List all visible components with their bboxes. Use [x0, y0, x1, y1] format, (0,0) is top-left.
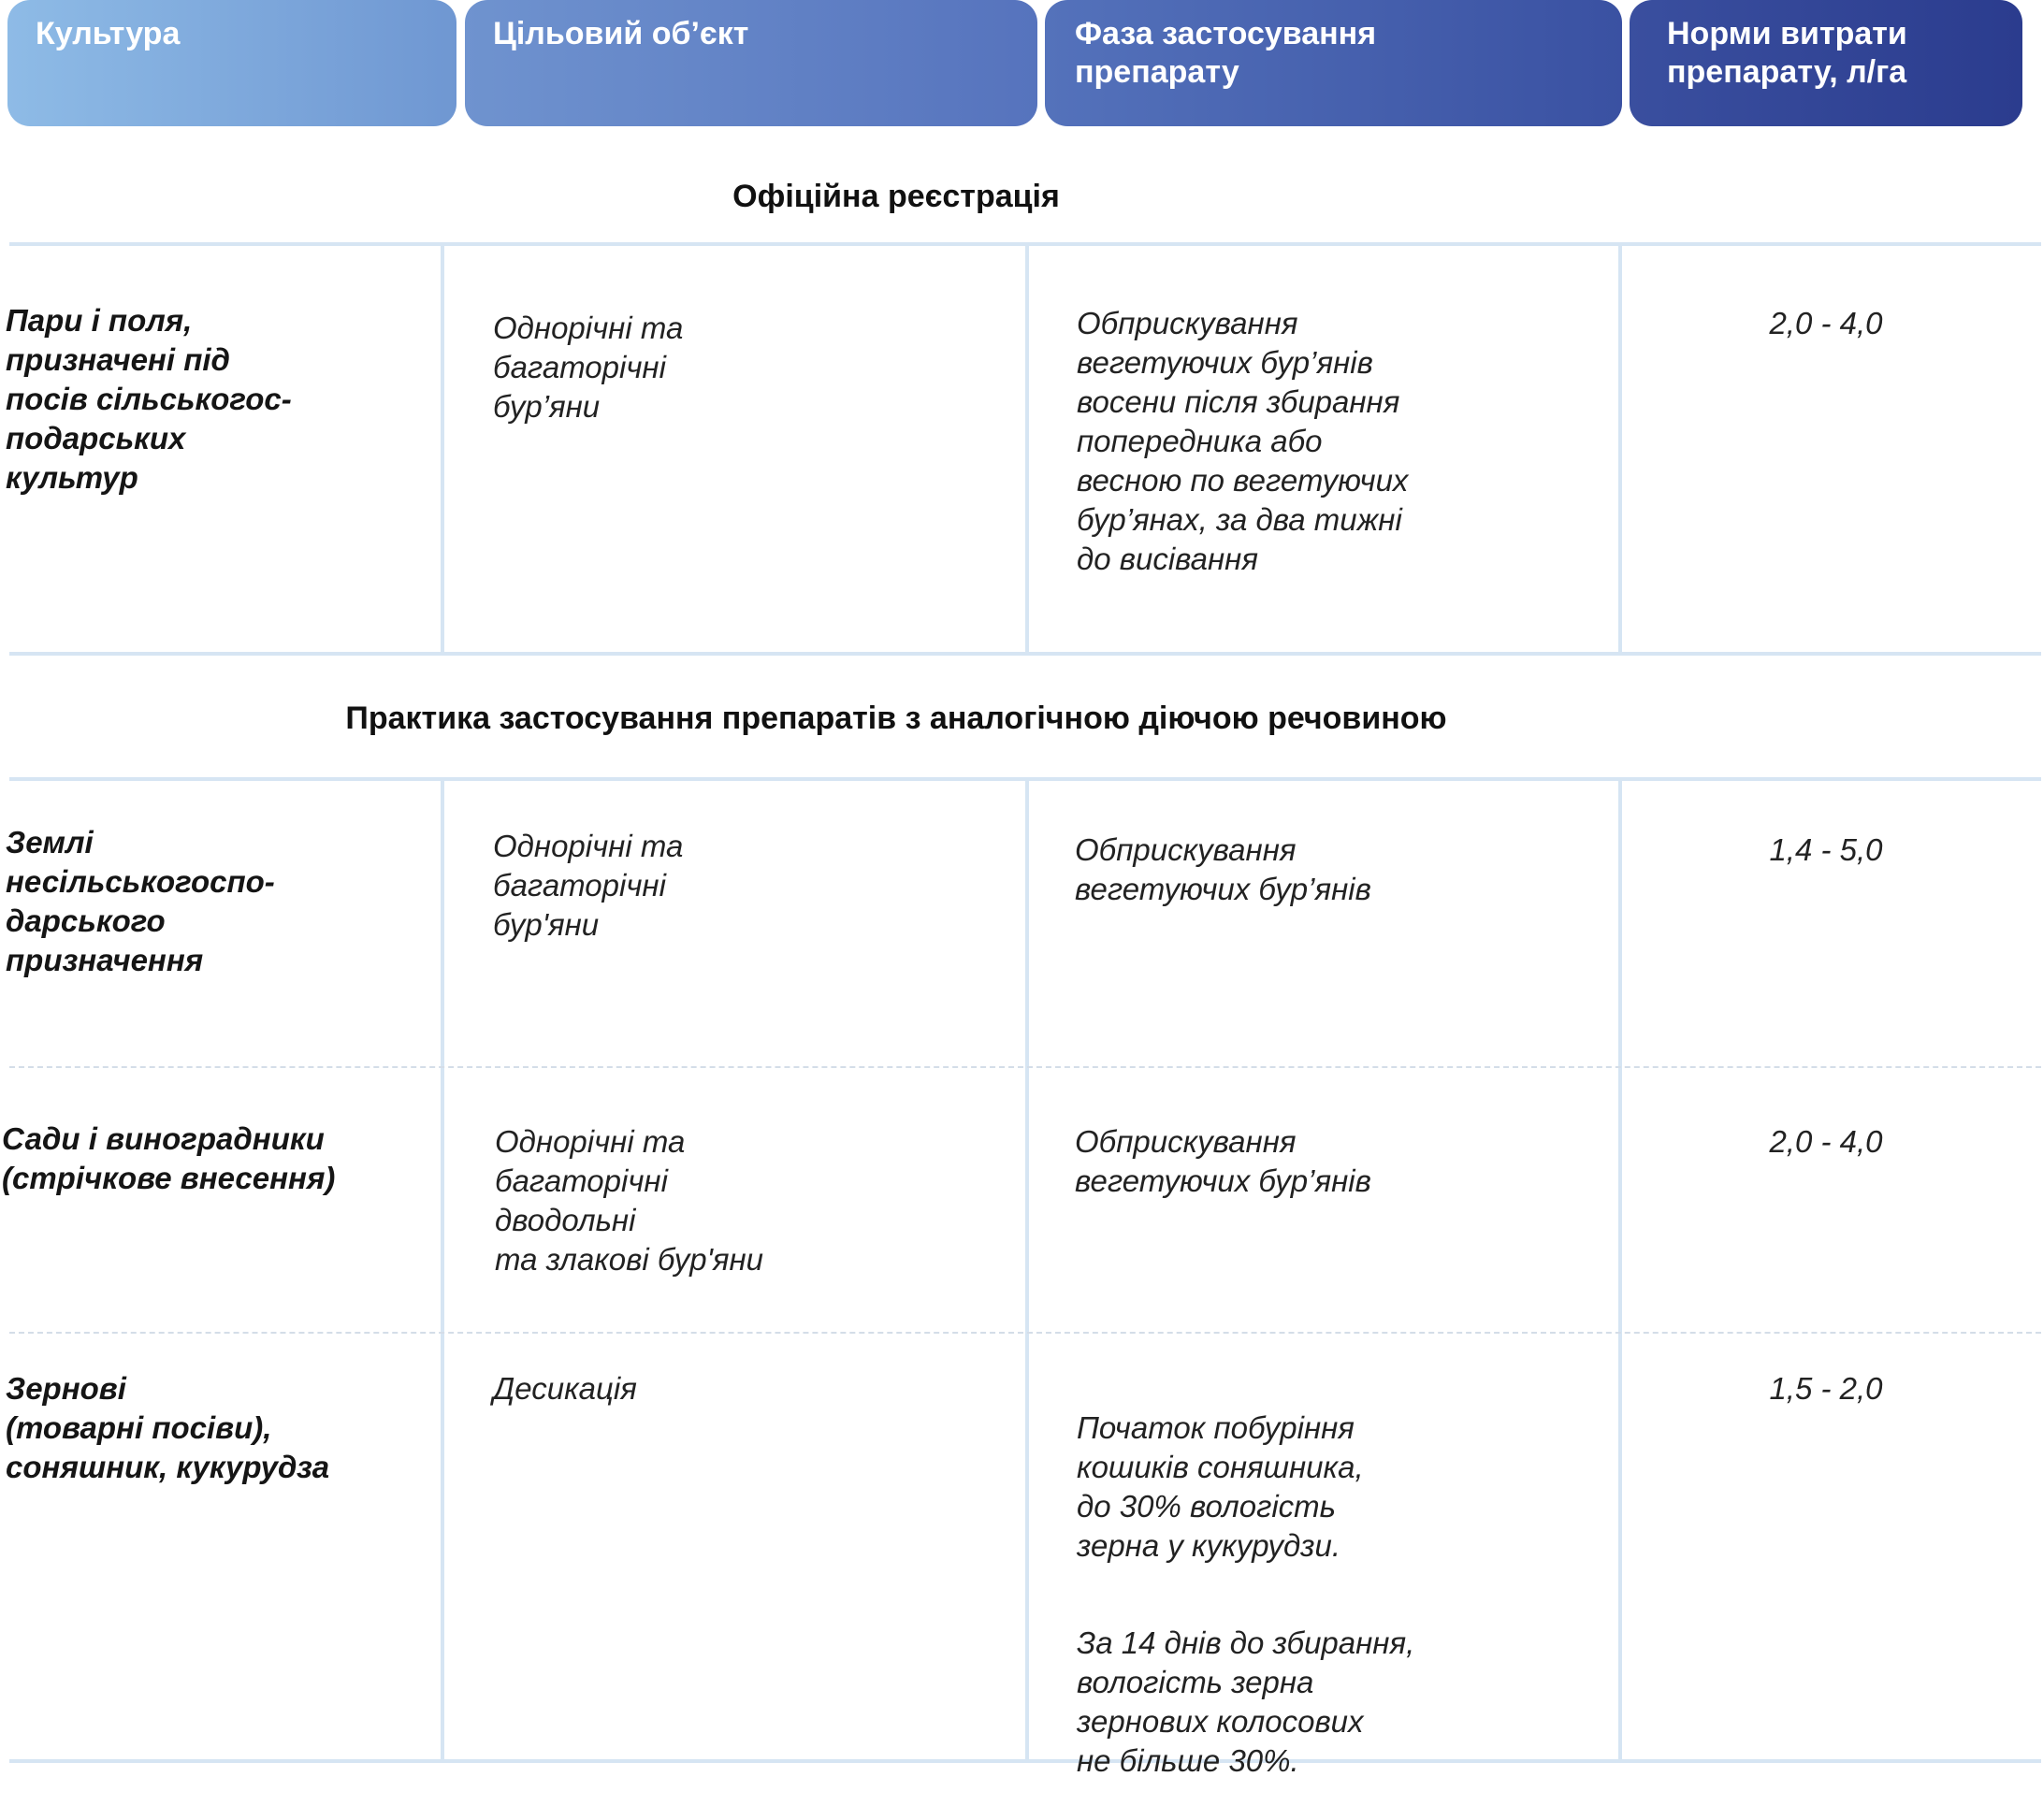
- row-rate: 1,4 - 5,0: [1769, 832, 1883, 867]
- row-target: Однорічні та багаторічні дводольні та злакові бур'яни: [495, 1124, 764, 1277]
- row-phase: Обприскування вегетуючих бур’янів восени після збирання попередника або весною по вегетуючих бур’янах, за два тижні до висівання: [1077, 306, 1409, 576]
- column-divider: [1025, 246, 1029, 654]
- header-target-label: Цільовий об’єкт: [493, 16, 749, 51]
- divider: [9, 1759, 2041, 1763]
- row-divider: [9, 1332, 2041, 1334]
- row-phase: Початок побуріння кошиків соняшника, до 30% вологість зерна у кукурудзи.: [1077, 1410, 1364, 1563]
- row-target: Однорічні та багаторічні бур’яни: [493, 311, 684, 424]
- divider: [9, 652, 2041, 656]
- row-divider: [9, 1066, 2041, 1068]
- row-rate: 1,5 - 2,0: [1769, 1371, 1883, 1406]
- row-phase: Обприскування вегетуючих бур’янів: [1075, 832, 1371, 906]
- row-crop: Сади і виноградники (стрічкове внесення): [2, 1121, 336, 1195]
- row-phase-block: [1077, 1369, 1414, 1820]
- row-phase-note: За 14 днів до збирання, вологість зерна зернових колосових не більше 30%.: [1077, 1625, 1415, 1778]
- header-target: [465, 0, 1037, 126]
- header-phase: [1045, 0, 1622, 126]
- header-rate: [1630, 0, 2022, 126]
- section-title-official: Офіційна реєстрація: [732, 179, 1060, 214]
- column-divider: [1025, 781, 1029, 1761]
- header-rate-label: Норми витрати препарату, л/га: [1667, 16, 1907, 90]
- header-culture: [7, 0, 456, 126]
- column-divider: [1618, 781, 1622, 1761]
- row-target: Однорічні та багаторічні бур'яни: [493, 829, 684, 942]
- column-divider: [1618, 246, 1622, 654]
- column-divider: [441, 246, 444, 654]
- header-phase-label: Фаза застосування препарату: [1075, 16, 1377, 90]
- row-crop: Землі несільськогоспо- дарського призначення: [6, 825, 275, 977]
- row-crop: Зернові (товарні посіви), соняшник, кукурудза: [6, 1371, 330, 1484]
- row-rate: 2,0 - 4,0: [1769, 1124, 1883, 1159]
- section-title-practice: Практика застосування препаратів з аналогічною діючою речовиною: [345, 701, 1447, 736]
- row-crop: Пари і поля, призначені під посів сільськогос- подарських культур: [6, 303, 292, 495]
- header-culture-label: Культура: [36, 16, 181, 51]
- row-rate: 2,0 - 4,0: [1769, 306, 1883, 340]
- row-phase: Обприскування вегетуючих бур’янів: [1075, 1124, 1371, 1198]
- row-target: Десикація: [493, 1371, 637, 1406]
- column-divider: [441, 781, 444, 1761]
